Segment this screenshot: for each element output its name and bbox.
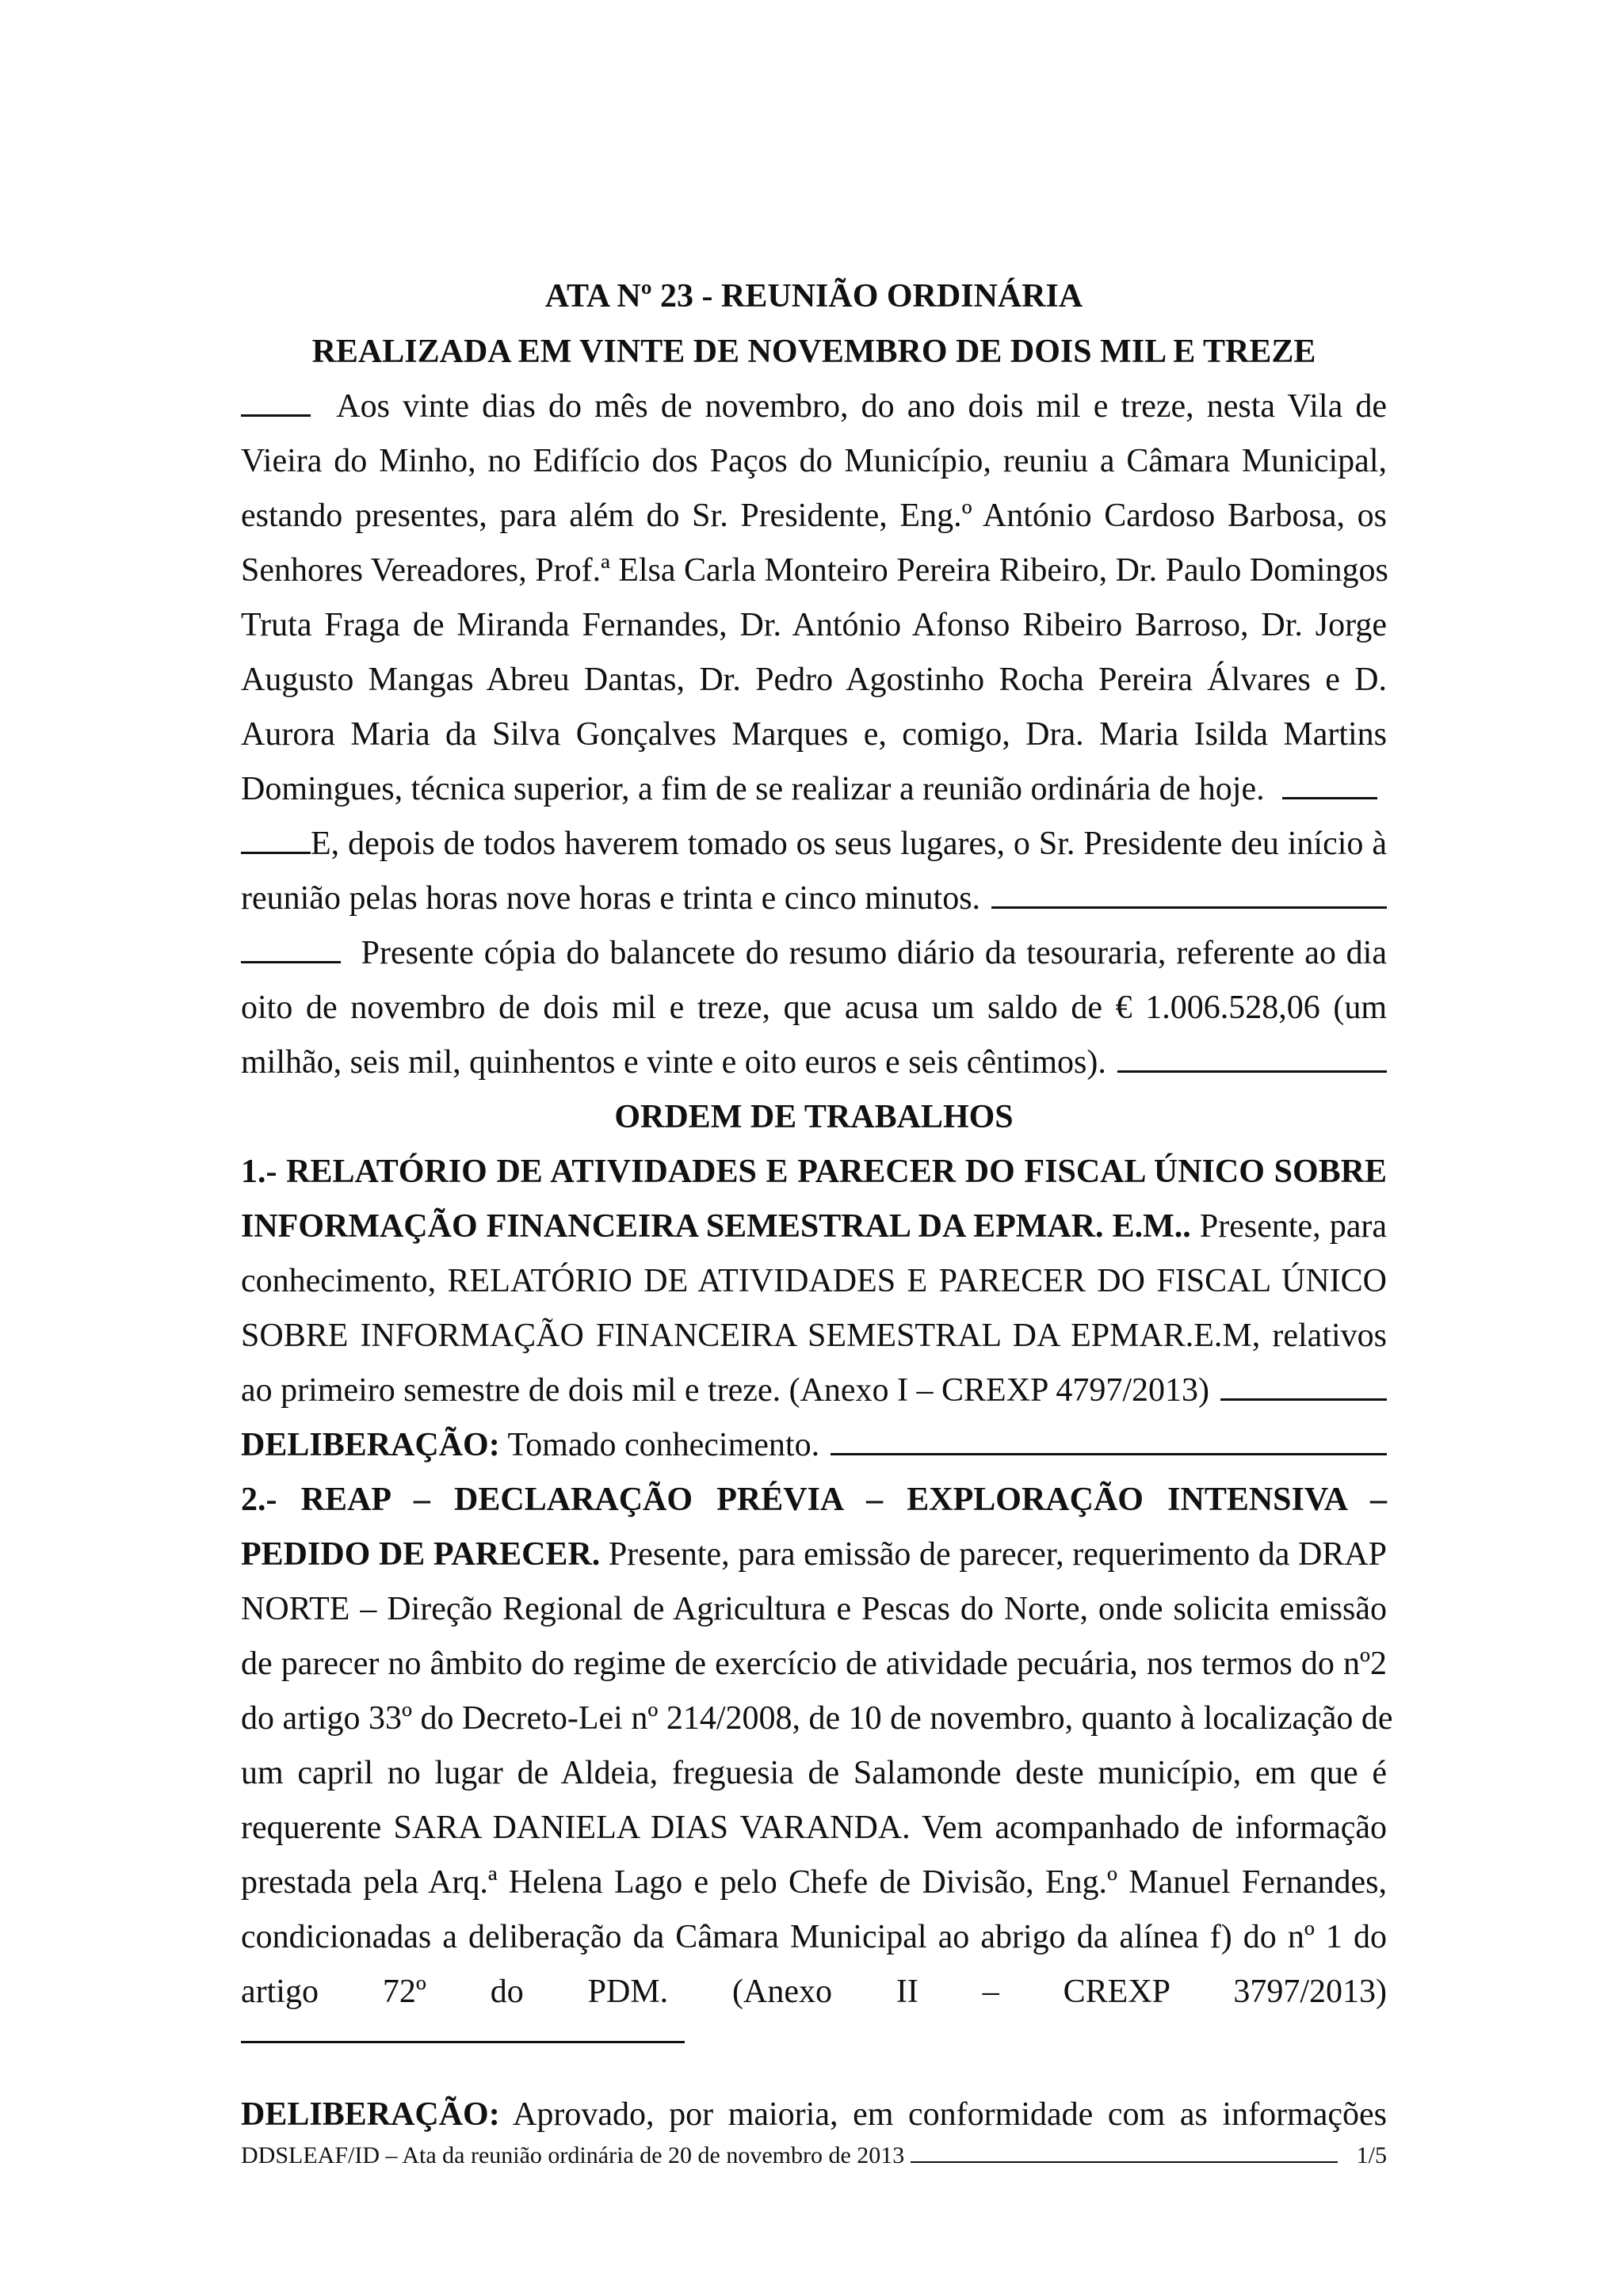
item2-heading-cont: PEDIDO DE PARECER. (241, 1536, 601, 1573)
intro-text: Domingues, técnica superior, a fim de se realizar a reunião ordinária de hoje. (241, 771, 1265, 807)
balance-text: milhão, seis mil, quinhentos e vinte e oito euros e seis cêntimos). (241, 1044, 1106, 1081)
trailing-rule (991, 879, 1387, 909)
intro-line: Senhores Vereadores, Prof.ª Elsa Carla Monteiro Pereira Ribeiro, Dr. Paulo Domingos (241, 552, 1388, 589)
item2-line: artigo 72º do PDM. (Anexo II – CREXP 3797/2013) (241, 1974, 1387, 2010)
balance-line-last (241, 1035, 1387, 1090)
decision-label: DELIBERAÇÃO: (241, 2096, 500, 2133)
agenda-title: ORDEM DE TRABALHOS (614, 1099, 1014, 1135)
intro-line-last (241, 761, 1387, 817)
trailing-rule (1282, 765, 1377, 799)
item1-heading-cont: INFORMAÇÃO FINANCEIRA SEMESTRAL DA EPMAR. E.M.. (241, 1208, 1191, 1245)
start-line-last (241, 871, 1387, 926)
start-text: reunião pelas horas nove horas e trinta e cinco minutos. (241, 880, 981, 917)
leading-rule (241, 820, 311, 854)
leading-rule (241, 383, 311, 417)
item2-line: NORTE – Direção Regional de Agricultura e Pescas do Norte, onde solicita emissão (241, 1591, 1387, 1627)
item2-text: Presente, para emissão de parecer, requerimento da DRAP (600, 1536, 1387, 1573)
intro-line (241, 379, 1387, 434)
intro-line: Vieira do Minho, no Edifício dos Paços do Município, reuniu a Câmara Municipal, (241, 443, 1387, 479)
decision-text: Tomado conhecimento. (499, 1427, 820, 1463)
item1-line: conhecimento, RELATÓRIO DE ATIVIDADES E PARECER DO FISCAL ÚNICO (241, 1263, 1387, 1299)
footer-reference: DDSLEAF/ID – Ata da reunião ordinária de 20 de novembro de 2013 (241, 2142, 905, 2168)
intro-text: Aos vinte dias do mês de novembro, do ano dois mil e treze, nesta Vila de (336, 388, 1387, 425)
intro-line: Truta Fraga de Miranda Fernandes, Dr. António Afonso Ribeiro Barroso, Dr. Jorge (241, 607, 1387, 643)
item1-line-last (241, 1363, 1387, 1418)
item2-line: condicionadas a deliberação da Câmara Municipal ao abrigo da alínea f) do nº 1 do (241, 1919, 1387, 1955)
trailing-rule (1117, 1043, 1387, 1073)
item2-line: requerente SARA DANIELA DIAS VARANDA. Vem acompanhado de informação (241, 1810, 1387, 1846)
item2-line: de parecer no âmbito do regime de exercício de atividade pecuária, nos termos do nº2 (241, 1646, 1387, 1682)
page-number: 1/5 (1356, 2142, 1387, 2168)
item2-heading: 2.- REAP – DECLARAÇÃO PRÉVIA – EXPLORAÇÃO INTENSIVA – (241, 1482, 1387, 1518)
decision-text: Aprovado, por maioria, em conformidade com as informações (499, 2096, 1387, 2133)
page-footer (241, 2142, 1387, 2169)
document-title: ATA Nº 23 - REUNIÃO ORDINÁRIA (544, 278, 1083, 315)
item1-decision (241, 1417, 1387, 1473)
item2-line: do artigo 33º do Decreto-Lei nº 214/2008, de 10 de novembro, quanto à localização de (241, 1700, 1393, 1737)
balance-line (241, 925, 1387, 981)
item2-line: um capril no lugar de Aldeia, freguesia de Salamonde deste município, em que é (241, 1755, 1387, 1791)
intro-line: Augusto Mangas Abreu Dantas, Dr. Pedro Agostinho Rocha Pereira Álvares e D. (241, 662, 1387, 698)
start-line (241, 816, 1387, 871)
balance-line: oito de novembro de dois mil e treze, que acusa um saldo de € 1.006.528,06 (um (241, 990, 1387, 1026)
intro-line: Aurora Maria da Silva Gonçalves Marques e, comigo, Dra. Maria Isilda Martins (241, 716, 1387, 753)
item1-line (241, 1199, 1387, 1254)
item1-line: SOBRE INFORMAÇÃO FINANCEIRA SEMESTRAL DA EPMAR.E.M, relativos (241, 1318, 1387, 1354)
separator-rule (241, 2041, 685, 2043)
item1-text: Presente, para (1190, 1208, 1387, 1245)
decision-label: DELIBERAÇÃO: (241, 1427, 500, 1463)
item2-line (241, 1527, 1387, 1582)
footer-rule (911, 2142, 1337, 2163)
trailing-rule (1220, 1371, 1387, 1401)
intro-line: estando presentes, para além do Sr. Presidente, Eng.º António Cardoso Barbosa, os (241, 498, 1387, 534)
item1-heading: 1.- RELATÓRIO DE ATIVIDADES E PARECER DO FISCAL ÚNICO SOBRE (241, 1154, 1387, 1190)
balance-text: Presente cópia do balancete do resumo diário da tesouraria, referente ao dia (361, 935, 1387, 971)
item1-text: ao primeiro semestre de dois mil e treze. (Anexo I – CREXP 4797/2013) (241, 1372, 1209, 1409)
trailing-rule (831, 1426, 1387, 1455)
leading-rule (241, 929, 341, 963)
item2-decision (241, 2087, 1387, 2142)
document-subtitle: REALIZADA EM VINTE DE NOVEMBRO DE DOIS MIL E TREZE (311, 334, 1316, 370)
start-text: E, depois de todos haverem tomado os seus lugares, o Sr. Presidente deu início à (311, 826, 1387, 862)
item2-line: prestada pela Arq.ª Helena Lago e pelo Chefe de Divisão, Eng.º Manuel Fernandes, (241, 1864, 1387, 1901)
